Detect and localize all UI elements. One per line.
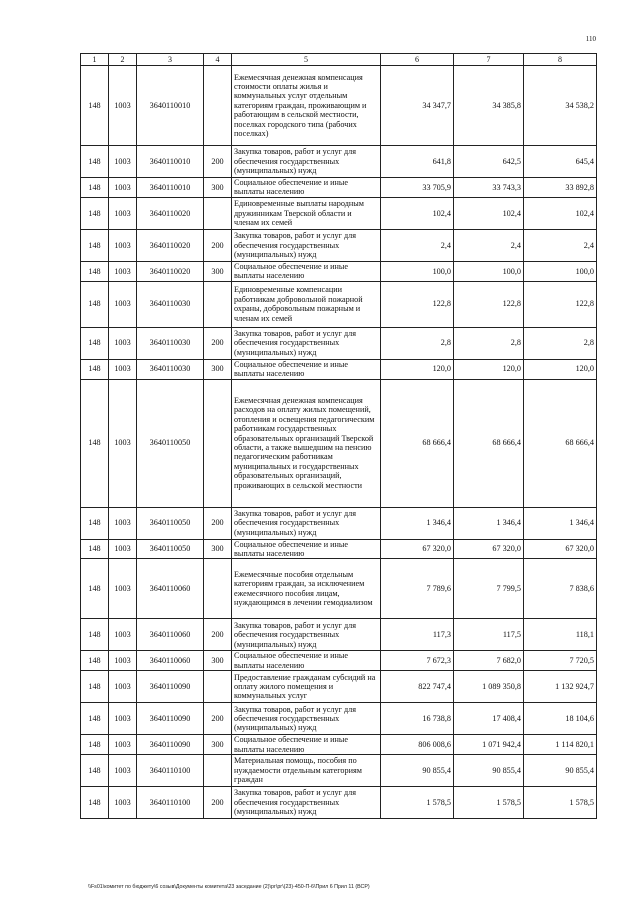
table-row xyxy=(81,327,597,359)
row-cell-target-article: 3640110030 xyxy=(137,359,204,379)
col-header-1: 1 xyxy=(81,54,109,66)
table-row xyxy=(81,146,597,178)
row-cell-expense-type: 200 xyxy=(204,787,232,819)
table-row xyxy=(81,787,597,819)
budget-table xyxy=(80,53,597,819)
row-cell-expense-type: 200 xyxy=(204,703,232,735)
row-cell-admin-code: 148 xyxy=(81,651,109,671)
table-row xyxy=(81,735,597,755)
row-cell-amount-col8: 1 578,5 xyxy=(524,787,597,819)
row-cell-amount-col8: 102,4 xyxy=(524,197,597,229)
row-cell-amount-col6: 7 672,3 xyxy=(381,651,454,671)
row-cell-amount-col8: 68 666,4 xyxy=(524,379,597,507)
row-cell-section-code: 1003 xyxy=(109,379,137,507)
row-cell-expense-type: 200 xyxy=(204,146,232,178)
table-row xyxy=(81,755,597,787)
col-header-2: 2 xyxy=(109,54,137,66)
row-cell-amount-col7: 2,4 xyxy=(454,229,524,261)
row-cell-amount-col7: 1 578,5 xyxy=(454,787,524,819)
row-cell-description: Закупка товаров, работ и услуг для обеспечения государственных (муниципальных) нужд xyxy=(232,327,381,359)
row-cell-description: Закупка товаров, работ и услуг для обеспечения государственных (муниципальных) нужд xyxy=(232,146,381,178)
row-cell-description: Социальное обеспечение и иные выплаты населению xyxy=(232,539,381,559)
row-cell-description: Закупка товаров, работ и услуг для обеспечения государственных (муниципальных) нужд xyxy=(232,507,381,539)
row-cell-expense-type: 200 xyxy=(204,327,232,359)
row-cell-section-code: 1003 xyxy=(109,197,137,229)
row-cell-target-article: 3640110020 xyxy=(137,197,204,229)
row-cell-expense-type: 300 xyxy=(204,539,232,559)
row-cell-description: Закупка товаров, работ и услуг для обеспечения государственных (муниципальных) нужд xyxy=(232,229,381,261)
row-cell-expense-type xyxy=(204,66,232,146)
row-cell-target-article: 3640110100 xyxy=(137,755,204,787)
row-cell-amount-col7: 1 071 942,4 xyxy=(454,735,524,755)
row-cell-amount-col7: 17 408,4 xyxy=(454,703,524,735)
table-row xyxy=(81,379,597,507)
row-cell-amount-col8: 2,4 xyxy=(524,229,597,261)
row-cell-admin-code: 148 xyxy=(81,379,109,507)
row-cell-amount-col7: 117,5 xyxy=(454,619,524,651)
row-cell-admin-code: 148 xyxy=(81,671,109,703)
row-cell-expense-type xyxy=(204,197,232,229)
table-row xyxy=(81,651,597,671)
row-cell-section-code: 1003 xyxy=(109,146,137,178)
row-cell-admin-code: 148 xyxy=(81,281,109,327)
row-cell-section-code: 1003 xyxy=(109,539,137,559)
row-cell-amount-col7: 68 666,4 xyxy=(454,379,524,507)
row-cell-admin-code: 148 xyxy=(81,327,109,359)
table-row xyxy=(81,178,597,198)
table-row xyxy=(81,66,597,146)
row-cell-section-code: 1003 xyxy=(109,787,137,819)
table-row xyxy=(81,703,597,735)
row-cell-amount-col6: 117,3 xyxy=(381,619,454,651)
row-cell-section-code: 1003 xyxy=(109,703,137,735)
row-cell-section-code: 1003 xyxy=(109,755,137,787)
row-cell-amount-col7: 34 385,8 xyxy=(454,66,524,146)
row-cell-amount-col8: 122,8 xyxy=(524,281,597,327)
row-cell-admin-code: 148 xyxy=(81,735,109,755)
row-cell-amount-col8: 120,0 xyxy=(524,359,597,379)
row-cell-target-article: 3640110090 xyxy=(137,703,204,735)
row-cell-admin-code: 148 xyxy=(81,755,109,787)
row-cell-amount-col7: 33 743,3 xyxy=(454,178,524,198)
row-cell-amount-col7: 120,0 xyxy=(454,359,524,379)
table-row xyxy=(81,671,597,703)
row-cell-amount-col8: 100,0 xyxy=(524,261,597,281)
row-cell-admin-code: 148 xyxy=(81,178,109,198)
row-cell-expense-type: 200 xyxy=(204,229,232,261)
row-cell-target-article: 3640110010 xyxy=(137,66,204,146)
row-cell-amount-col6: 67 320,0 xyxy=(381,539,454,559)
row-cell-description: Ежемесячная денежная компенсация расходов на оплату жилых помещений, отопления и освещения педагогическим работникам государственных образовательных организаций Тверской области, а также вышедшим на пенсию педагогическим работникам муниципальных и государственных образовательных организаций, проживающих в сельской местности xyxy=(232,379,381,507)
row-cell-admin-code: 148 xyxy=(81,261,109,281)
row-cell-amount-col8: 645,4 xyxy=(524,146,597,178)
row-cell-target-article: 3640110030 xyxy=(137,281,204,327)
row-cell-description: Ежемесячная денежная компенсация стоимости оплаты жилья и коммунальных услуг отдельным категориям граждан, проживающим и работающим в сельской местности, поселках городского типа (рабочих поселках) xyxy=(232,66,381,146)
col-header-6: 6 xyxy=(381,54,454,66)
row-cell-amount-col8: 1 114 820,1 xyxy=(524,735,597,755)
row-cell-amount-col7: 2,8 xyxy=(454,327,524,359)
row-cell-amount-col6: 7 789,6 xyxy=(381,559,454,619)
footer-file-path: \\Fs01\комитет по бюджету\6 созыв\Документы комитета\23 заседание (2)\рг\рг\(23)-450-П-6\Прил 6 Прил 11 (ВСР) xyxy=(88,884,370,890)
row-cell-admin-code: 148 xyxy=(81,197,109,229)
row-cell-admin-code: 148 xyxy=(81,229,109,261)
row-cell-target-article: 3640110090 xyxy=(137,735,204,755)
row-cell-section-code: 1003 xyxy=(109,327,137,359)
row-cell-admin-code: 148 xyxy=(81,507,109,539)
row-cell-amount-col6: 33 705,9 xyxy=(381,178,454,198)
row-cell-section-code: 1003 xyxy=(109,281,137,327)
row-cell-expense-type: 300 xyxy=(204,359,232,379)
row-cell-target-article: 3640110010 xyxy=(137,178,204,198)
row-cell-target-article: 3640110060 xyxy=(137,619,204,651)
row-cell-section-code: 1003 xyxy=(109,735,137,755)
table-row xyxy=(81,261,597,281)
row-cell-admin-code: 148 xyxy=(81,539,109,559)
table-row xyxy=(81,619,597,651)
row-cell-amount-col6: 102,4 xyxy=(381,197,454,229)
row-cell-amount-col8: 7 838,6 xyxy=(524,559,597,619)
row-cell-target-article: 3640110100 xyxy=(137,787,204,819)
row-cell-admin-code: 148 xyxy=(81,559,109,619)
row-cell-amount-col6: 1 346,4 xyxy=(381,507,454,539)
row-cell-section-code: 1003 xyxy=(109,178,137,198)
row-cell-target-article: 3640110050 xyxy=(137,507,204,539)
row-cell-target-article: 3640110060 xyxy=(137,651,204,671)
row-cell-section-code: 1003 xyxy=(109,229,137,261)
row-cell-section-code: 1003 xyxy=(109,507,137,539)
row-cell-amount-col7: 100,0 xyxy=(454,261,524,281)
row-cell-target-article: 3640110020 xyxy=(137,229,204,261)
row-cell-amount-col7: 90 855,4 xyxy=(454,755,524,787)
row-cell-target-article: 3640110050 xyxy=(137,379,204,507)
row-cell-expense-type: 200 xyxy=(204,507,232,539)
row-cell-description: Социальное обеспечение и иные выплаты населению xyxy=(232,735,381,755)
row-cell-description: Предоставление гражданам субсидий на оплату жилого помещения и коммунальных услуг xyxy=(232,671,381,703)
row-cell-admin-code: 148 xyxy=(81,619,109,651)
row-cell-amount-col7: 1 346,4 xyxy=(454,507,524,539)
table-row xyxy=(81,507,597,539)
col-header-3: 3 xyxy=(137,54,204,66)
col-header-8: 8 xyxy=(524,54,597,66)
row-cell-amount-col6: 68 666,4 xyxy=(381,379,454,507)
row-cell-amount-col8: 118,1 xyxy=(524,619,597,651)
row-cell-section-code: 1003 xyxy=(109,359,137,379)
row-cell-amount-col7: 1 089 350,8 xyxy=(454,671,524,703)
row-cell-amount-col6: 34 347,7 xyxy=(381,66,454,146)
row-cell-section-code: 1003 xyxy=(109,671,137,703)
row-cell-description: Закупка товаров, работ и услуг для обеспечения государственных (муниципальных) нужд xyxy=(232,787,381,819)
row-cell-expense-type: 300 xyxy=(204,735,232,755)
row-cell-description: Социальное обеспечение и иные выплаты населению xyxy=(232,359,381,379)
row-cell-admin-code: 148 xyxy=(81,787,109,819)
row-cell-amount-col6: 90 855,4 xyxy=(381,755,454,787)
col-header-5: 5 xyxy=(232,54,381,66)
row-cell-description: Закупка товаров, работ и услуг для обеспечения государственных (муниципальных) нужд xyxy=(232,619,381,651)
row-cell-section-code: 1003 xyxy=(109,261,137,281)
row-cell-amount-col8: 18 104,6 xyxy=(524,703,597,735)
row-cell-expense-type xyxy=(204,559,232,619)
row-cell-expense-type: 300 xyxy=(204,261,232,281)
row-cell-amount-col7: 7 799,5 xyxy=(454,559,524,619)
row-cell-target-article: 3640110010 xyxy=(137,146,204,178)
table-row xyxy=(81,539,597,559)
row-cell-amount-col6: 641,8 xyxy=(381,146,454,178)
row-cell-description: Социальное обеспечение и иные выплаты населению xyxy=(232,261,381,281)
row-cell-expense-type xyxy=(204,281,232,327)
row-cell-amount-col6: 2,8 xyxy=(381,327,454,359)
row-cell-section-code: 1003 xyxy=(109,619,137,651)
row-cell-expense-type: 300 xyxy=(204,651,232,671)
row-cell-description: Социальное обеспечение и иные выплаты населению xyxy=(232,178,381,198)
row-cell-amount-col7: 67 320,0 xyxy=(454,539,524,559)
row-cell-target-article: 3640110020 xyxy=(137,261,204,281)
row-cell-amount-col6: 1 578,5 xyxy=(381,787,454,819)
row-cell-amount-col6: 806 008,6 xyxy=(381,735,454,755)
row-cell-admin-code: 148 xyxy=(81,66,109,146)
row-cell-description: Единовременные компенсации работникам добровольной пожарной охраны, добровольным пожарным и членам их семей xyxy=(232,281,381,327)
row-cell-amount-col6: 120,0 xyxy=(381,359,454,379)
row-cell-amount-col6: 100,0 xyxy=(381,261,454,281)
table-row xyxy=(81,559,597,619)
header-row xyxy=(81,54,597,66)
table-row xyxy=(81,281,597,327)
row-cell-amount-col8: 2,8 xyxy=(524,327,597,359)
row-cell-description: Материальная помощь, пособия по нуждаемости отдельным категориям граждан xyxy=(232,755,381,787)
row-cell-section-code: 1003 xyxy=(109,559,137,619)
row-cell-target-article: 3640110050 xyxy=(137,539,204,559)
col-header-4: 4 xyxy=(204,54,232,66)
row-cell-amount-col8: 90 855,4 xyxy=(524,755,597,787)
row-cell-amount-col8: 1 132 924,7 xyxy=(524,671,597,703)
row-cell-amount-col7: 7 682,0 xyxy=(454,651,524,671)
row-cell-description: Единовременные выплаты народным дружинникам Тверской области и членам их семей xyxy=(232,197,381,229)
row-cell-amount-col8: 7 720,5 xyxy=(524,651,597,671)
row-cell-amount-col6: 16 738,8 xyxy=(381,703,454,735)
row-cell-amount-col6: 822 747,4 xyxy=(381,671,454,703)
row-cell-amount-col6: 2,4 xyxy=(381,229,454,261)
col-header-7: 7 xyxy=(454,54,524,66)
row-cell-expense-type: 300 xyxy=(204,178,232,198)
row-cell-section-code: 1003 xyxy=(109,66,137,146)
row-cell-amount-col7: 102,4 xyxy=(454,197,524,229)
table-row xyxy=(81,197,597,229)
row-cell-description: Социальное обеспечение и иные выплаты населению xyxy=(232,651,381,671)
row-cell-section-code: 1003 xyxy=(109,651,137,671)
row-cell-amount-col6: 122,8 xyxy=(381,281,454,327)
row-cell-amount-col7: 642,5 xyxy=(454,146,524,178)
row-cell-description: Закупка товаров, работ и услуг для обеспечения государственных (муниципальных) нужд xyxy=(232,703,381,735)
table-row xyxy=(81,229,597,261)
page-number: 110 xyxy=(585,35,596,43)
row-cell-amount-col8: 34 538,2 xyxy=(524,66,597,146)
row-cell-amount-col8: 33 892,8 xyxy=(524,178,597,198)
row-cell-amount-col8: 67 320,0 xyxy=(524,539,597,559)
row-cell-amount-col7: 122,8 xyxy=(454,281,524,327)
row-cell-admin-code: 148 xyxy=(81,359,109,379)
row-cell-expense-type xyxy=(204,379,232,507)
row-cell-expense-type xyxy=(204,671,232,703)
row-cell-expense-type xyxy=(204,755,232,787)
row-cell-target-article: 3640110030 xyxy=(137,327,204,359)
row-cell-target-article: 3640110090 xyxy=(137,671,204,703)
row-cell-admin-code: 148 xyxy=(81,703,109,735)
row-cell-admin-code: 148 xyxy=(81,146,109,178)
row-cell-target-article: 3640110060 xyxy=(137,559,204,619)
row-cell-expense-type: 200 xyxy=(204,619,232,651)
row-cell-amount-col8: 1 346,4 xyxy=(524,507,597,539)
table-row xyxy=(81,359,597,379)
row-cell-description: Ежемесячные пособия отдельным категориям граждан, за исключением ежемесячного пособия лицам, нуждающимся в лечении гемодиализом xyxy=(232,559,381,619)
